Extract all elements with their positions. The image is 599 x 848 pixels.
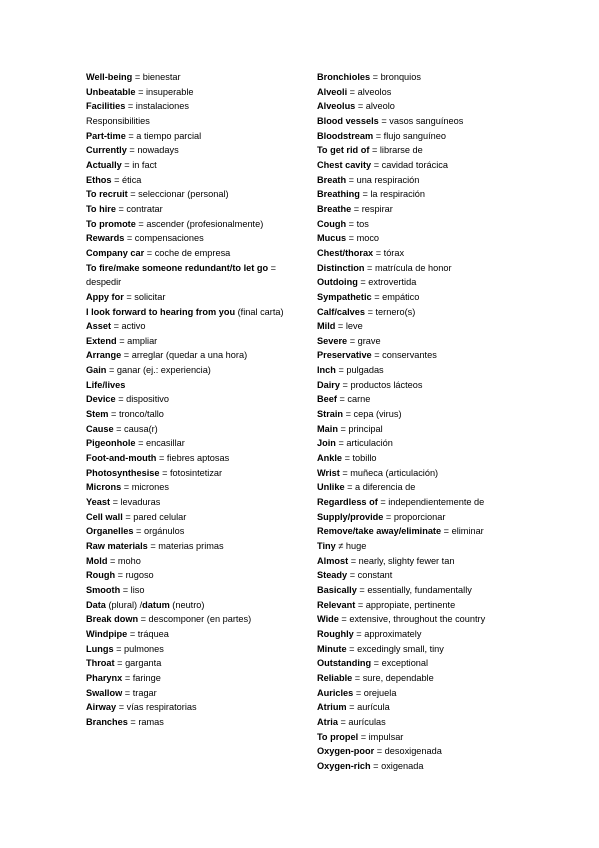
entry-term: Dairy (317, 379, 340, 390)
entry-definition: = tragar (122, 687, 157, 698)
vocabulary-entry (317, 671, 587, 686)
entry-definition: = essentially, fundamentally (356, 584, 472, 595)
entry-definition: = carne (336, 394, 371, 405)
entry-definition: = constant (347, 570, 393, 581)
vocabulary-entry (86, 612, 308, 627)
entry-term: Microns (86, 482, 122, 493)
vocabulary-entry (317, 480, 587, 495)
entry-term: Currently (86, 145, 127, 156)
entry-term: Chest cavity (317, 159, 372, 170)
entry-term: Unlike (317, 482, 345, 493)
entry-term: Company car (86, 247, 145, 258)
entry-definition: = independientemente de (377, 497, 485, 508)
vocabulary-entry (86, 524, 308, 539)
entry-term: Appy for (86, 291, 124, 302)
entry-definition: = bronquios (370, 72, 421, 82)
vocabulary-entry (86, 700, 308, 715)
vocabulary-entry (86, 246, 308, 261)
vocabulary-entry (86, 334, 308, 349)
entry-term: Sympathetic (317, 291, 372, 302)
vocabulary-entry (317, 436, 587, 451)
vocabulary-entry (317, 202, 587, 217)
vocabulary-entry (317, 246, 587, 261)
entry-definition: = ramas (127, 716, 164, 727)
entry-definition: = seleccionar (personal) (127, 189, 229, 200)
entry-definition: = alveolo (355, 101, 395, 112)
entry-term: Join (317, 438, 336, 449)
entry-definition: = cavidad torácica (371, 159, 449, 170)
entry-term: Cause (86, 423, 114, 434)
entry-term: Severe (317, 335, 348, 346)
vocabulary-entry (317, 173, 587, 188)
vocabulary-entry (317, 275, 587, 290)
vocabulary-entry (86, 686, 308, 701)
entry-term: Breathe (317, 203, 352, 214)
vocabulary-entry (86, 466, 308, 481)
entry-definition: = ascender (profesionalmente) (135, 218, 264, 229)
entry-term: Smooth (86, 584, 121, 595)
entry-definition: = pulgadas (335, 365, 384, 376)
vocabulary-entry (86, 363, 308, 378)
entry-term: Break down (86, 614, 139, 625)
vocabulary-entry (317, 99, 587, 114)
entry-term: Alveoli (317, 86, 348, 97)
entry-definition: = desoxigenada (374, 746, 442, 757)
entry-term: Rough (86, 570, 116, 581)
entry-term: Lungs (86, 643, 114, 654)
entry-definition: = exceptional (371, 658, 429, 669)
entry-definition: = materias primas (147, 541, 224, 551)
entry-term: Outdoing (317, 277, 358, 288)
entry-term: Relevant (317, 599, 356, 610)
entry-definition: = librarse de (369, 145, 423, 156)
entry-definition: = pared celular (122, 511, 187, 522)
entry-definition: = coche de empresa (144, 247, 231, 258)
entry-definition: (final carta) (235, 306, 284, 317)
entry-term: Inch (317, 365, 336, 376)
entry-term: Regardless of (317, 497, 378, 508)
entry-definition: = orgánulos (133, 526, 185, 537)
entry-term: To recruit (86, 189, 128, 200)
entry-definition: = excedingly small, tiny (346, 643, 444, 654)
entry-term: Wide (317, 614, 339, 625)
entry-definition: = vasos sanguíneos (378, 115, 464, 126)
entry-term: Breathing (317, 189, 360, 200)
entry-definition: = orejuela (353, 687, 397, 698)
entry-definition: = contratar (115, 203, 163, 214)
vocabulary-entry (317, 143, 587, 158)
entry-definition: = cepa (virus) (343, 409, 402, 420)
entry-term: Calf/calves (317, 306, 366, 317)
entry-term: Throat (86, 658, 115, 669)
entry-term: Asset (86, 321, 112, 332)
vocabulary-entry (86, 451, 308, 466)
entry-definition: = grave (347, 335, 381, 346)
vocabulary-entry (317, 715, 587, 730)
entry-definition: = extrovertida (357, 277, 417, 288)
entry-definition: = encasillar (135, 438, 185, 449)
entry-definition: = nowadays (126, 145, 179, 156)
entry-term: Mild (317, 321, 336, 332)
entry-term: Steady (317, 570, 348, 581)
vocabulary-entry (317, 539, 587, 554)
vocabulary-entry (317, 363, 587, 378)
vocabulary-entry (317, 114, 587, 129)
vocabulary-column-right (317, 70, 587, 774)
vocabulary-entry (317, 612, 587, 627)
entry-definition: = a tiempo parcial (125, 130, 202, 141)
entry-definition: = garganta (114, 658, 162, 669)
entry-term: Mucus (317, 233, 347, 244)
entry-term: Windpipe (86, 628, 128, 639)
entry-term: Branches (86, 716, 128, 727)
entry-definition: = despedir (86, 262, 276, 288)
vocabulary-entry (317, 466, 587, 481)
vocabulary-entry (317, 686, 587, 701)
entry-term: Supply/provide (317, 511, 384, 522)
entry-definition: = solicitar (123, 291, 166, 302)
entry-term: Raw materials (86, 541, 148, 551)
entry-term: Mold (86, 555, 108, 566)
entry-definition: = fiebres aptosas (156, 453, 230, 464)
entry-definition: = ternero(s) (365, 306, 416, 317)
vocabulary-entry (86, 642, 308, 657)
vocabulary-entry (86, 290, 308, 305)
entry-term: Actually (86, 159, 122, 170)
entry-definition: = respirar (351, 203, 393, 214)
vocabulary-entry (317, 583, 587, 598)
entry-definition: = causa(r) (113, 423, 158, 434)
entry-term: Foot-and-mouth (86, 453, 157, 464)
entry-definition: = ampliar (116, 335, 158, 346)
vocabulary-entry (86, 305, 308, 320)
entry-term: Gain (86, 365, 107, 376)
entry-term: Strain (317, 409, 344, 420)
entry-term: Cough (317, 218, 347, 229)
entry-definition: = micrones (121, 482, 169, 493)
entry-term: Chest/thorax (317, 247, 374, 258)
entry-term: I look forward to hearing from you (86, 306, 236, 317)
vocabulary-entry (86, 539, 308, 554)
vocabulary-entry (86, 158, 308, 173)
entry-definition: = tronco/tallo (108, 409, 164, 420)
entry-definition: = alveolos (347, 86, 392, 97)
entry-term: Extend (86, 335, 117, 346)
vocabulary-entry (86, 583, 308, 598)
entry-definition: = matrícula de honor (364, 262, 452, 273)
vocabulary-entry (86, 671, 308, 686)
vocabulary-entry (317, 158, 587, 173)
vocabulary-entry (86, 70, 308, 85)
entry-term: Roughly (317, 628, 354, 639)
vocabulary-entry (317, 378, 587, 393)
entry-definition: = ética (111, 174, 142, 185)
entry-term: Part-time (86, 130, 126, 141)
entry-definition: = bienestar (132, 72, 181, 82)
vocabulary-entry (86, 217, 308, 232)
vocabulary-entry (317, 217, 587, 232)
vocabulary-entry (86, 143, 308, 158)
entry-term: Swallow (86, 687, 123, 698)
entry-definition: = arreglar (quedar a una hora) (121, 350, 248, 361)
vocabulary-entry (317, 495, 587, 510)
entry-definition: = conservantes (371, 350, 437, 361)
entry-definition: = empático (371, 291, 420, 302)
vocabulary-entry (86, 114, 308, 129)
entry-term: Remove/take away/eliminate (317, 526, 442, 537)
vocabulary-entry (317, 700, 587, 715)
entry-term: Yeast (86, 497, 111, 508)
vocabulary-entry (317, 730, 587, 745)
entry-term: Basically (317, 584, 357, 595)
entry-definition: Responsibilities (86, 115, 150, 126)
vocabulary-column-left (86, 70, 308, 730)
entry-term: Organelles (86, 526, 134, 537)
vocabulary-entry (86, 202, 308, 217)
entry-definition: = productos lácteos (339, 379, 423, 390)
vocabulary-entry (317, 85, 587, 100)
vocabulary-entry (317, 744, 587, 759)
vocabulary-entry (86, 173, 308, 188)
vocabulary-entry (86, 715, 308, 730)
vocabulary-entry (317, 305, 587, 320)
entry-definition: = tórax (373, 247, 405, 258)
vocabulary-entry (86, 319, 308, 334)
vocabulary-entry (317, 656, 587, 671)
vocabulary-entry (317, 598, 587, 613)
entry-definition: (neutro) (169, 599, 205, 610)
entry-definition: = flujo sanguíneo (373, 130, 446, 141)
entry-term: Distinction (317, 262, 365, 273)
entry-definition: = articulación (335, 438, 393, 449)
entry-definition: = aurículas (337, 716, 386, 727)
vocabulary-entry (317, 568, 587, 583)
entry-definition: = liso (120, 584, 145, 595)
entry-term: Beef (317, 394, 337, 405)
vocabulary-entry (317, 407, 587, 422)
entry-term: Well-being (86, 72, 133, 82)
vocabulary-entry (86, 436, 308, 451)
vocabulary-entry (317, 627, 587, 642)
entry-term: Rewards (86, 233, 125, 244)
vocabulary-entry (86, 627, 308, 642)
entry-definition: = activo (111, 321, 146, 332)
entry-definition: = pulmones (113, 643, 164, 654)
vocabulary-entry (86, 422, 308, 437)
entry-term: Almost (317, 555, 349, 566)
entry-term: To hire (86, 203, 116, 214)
entry-definition: = approximately (353, 628, 422, 639)
entry-definition: = tráquea (127, 628, 169, 639)
entry-term: Oxygen-poor (317, 746, 375, 757)
entry-term: Breath (317, 174, 347, 185)
entry-term: Atrium (317, 702, 347, 713)
entry-definition: = moho (107, 555, 141, 566)
entry-definition: = vías respiratorias (116, 702, 197, 713)
entry-term: Device (86, 394, 116, 405)
entry-term: Pigeonhole (86, 438, 136, 449)
entry-term: datum (142, 599, 170, 610)
vocabulary-entry (86, 510, 308, 525)
entry-definition: = descomponer (en partes) (138, 614, 252, 625)
entry-definition: = principal (337, 423, 383, 434)
entry-term: Reliable (317, 672, 353, 683)
vocabulary-entry (317, 187, 587, 202)
vocabulary-entry (317, 319, 587, 334)
entry-definition: = aurícula (346, 702, 390, 713)
entry-term: Arrange (86, 350, 122, 361)
entry-term: Data (86, 599, 106, 610)
vocabulary-entry (86, 495, 308, 510)
entry-definition: = nearly, slighty fewer tan (348, 555, 455, 566)
entry-definition: = rugoso (115, 570, 154, 581)
entry-term: Atria (317, 716, 338, 727)
vocabulary-entry (86, 187, 308, 202)
vocabulary-entry (317, 290, 587, 305)
entry-term: Bloodstream (317, 130, 374, 141)
entry-term: Main (317, 423, 338, 434)
entry-definition: = insuperable (135, 86, 194, 97)
entry-term: Minute (317, 643, 347, 654)
entry-term: Alveolus (317, 101, 356, 112)
entry-term: To propel (317, 731, 359, 742)
entry-term: Life/lives (86, 379, 126, 390)
vocabulary-entry (86, 85, 308, 100)
vocabulary-entry (86, 598, 308, 613)
vocabulary-entry (86, 656, 308, 671)
entry-definition: = moco (346, 233, 380, 244)
vocabulary-entry (317, 129, 587, 144)
entry-definition: = leve (335, 321, 363, 332)
entry-definition: ≠ huge (335, 541, 367, 551)
entry-term: Unbeatable (86, 86, 136, 97)
entry-definition: = in fact (121, 159, 157, 170)
entry-term: To get rid of (317, 145, 370, 156)
entry-definition: = fotosintetizar (159, 467, 223, 478)
vocabulary-entry (317, 451, 587, 466)
vocabulary-entry (317, 231, 587, 246)
vocabulary-entry (86, 261, 308, 290)
vocabulary-entry (86, 554, 308, 569)
entry-term: Auricles (317, 687, 354, 698)
entry-definition: = levaduras (110, 497, 161, 508)
vocabulary-entry (86, 129, 308, 144)
vocabulary-entry (86, 99, 308, 114)
entry-term: Cell wall (86, 511, 123, 522)
entry-term: Ethos (86, 174, 112, 185)
vocabulary-entry (317, 334, 587, 349)
entry-term: Wrist (317, 467, 340, 478)
entry-term: To fire/make someone redundant/to let go (86, 262, 269, 273)
entry-term: Bronchioles (317, 72, 371, 82)
entry-term: Facilities (86, 101, 126, 112)
entry-definition: = appropiate, pertinente (355, 599, 456, 610)
entry-definition: = proporcionar (383, 511, 446, 522)
entry-term: Ankle (317, 453, 343, 464)
entry-term: Stem (86, 409, 109, 420)
entry-term: Airway (86, 702, 117, 713)
entry-definition: = tobillo (342, 453, 377, 464)
vocabulary-entry (86, 407, 308, 422)
entry-term: Blood vessels (317, 115, 379, 126)
entry-definition: = faringe (122, 672, 161, 683)
entry-definition: = una respiración (346, 174, 420, 185)
vocabulary-entry (317, 642, 587, 657)
entry-definition: = la respiración (359, 189, 426, 200)
vocabulary-entry (317, 510, 587, 525)
vocabulary-entry (317, 524, 587, 539)
entry-definition: = impulsar (358, 731, 404, 742)
vocabulary-entry (86, 480, 308, 495)
vocabulary-entry (317, 422, 587, 437)
vocabulary-entry (317, 392, 587, 407)
entry-definition: = a diferencia de (344, 482, 416, 493)
entry-definition: = sure, dependable (352, 672, 434, 683)
entry-definition: = muñeca (articulación) (339, 467, 439, 478)
entry-term: Outstanding (317, 658, 372, 669)
entry-definition: = tos (346, 218, 369, 229)
vocabulary-entry (86, 392, 308, 407)
entry-definition: = instalaciones (125, 101, 189, 112)
vocabulary-entry (86, 378, 308, 393)
vocabulary-entry (86, 348, 308, 363)
entry-definition: = oxigenada (370, 760, 424, 771)
entry-definition: = eliminar (441, 526, 484, 537)
entry-term: Photosynthesise (86, 467, 160, 478)
vocabulary-entry (86, 568, 308, 583)
entry-term: Tiny (317, 541, 336, 551)
entry-definition: = compensaciones (124, 233, 204, 244)
entry-definition: = dispositivo (115, 394, 170, 405)
vocabulary-entry (317, 554, 587, 569)
entry-definition: = ganar (ej.: experiencia) (106, 365, 211, 376)
entry-term: Pharynx (86, 672, 123, 683)
vocabulary-entry (317, 348, 587, 363)
vocabulary-entry (317, 70, 587, 85)
entry-term: Oxygen-rich (317, 760, 371, 771)
entry-term: Preservative (317, 350, 372, 361)
vocabulary-entry (86, 231, 308, 246)
vocabulary-entry (317, 261, 587, 276)
vocabulary-entry (317, 759, 587, 774)
entry-definition: (plural) / (105, 599, 143, 610)
entry-term: To promote (86, 218, 136, 229)
entry-definition: = extensive, throughout the country (338, 614, 486, 625)
